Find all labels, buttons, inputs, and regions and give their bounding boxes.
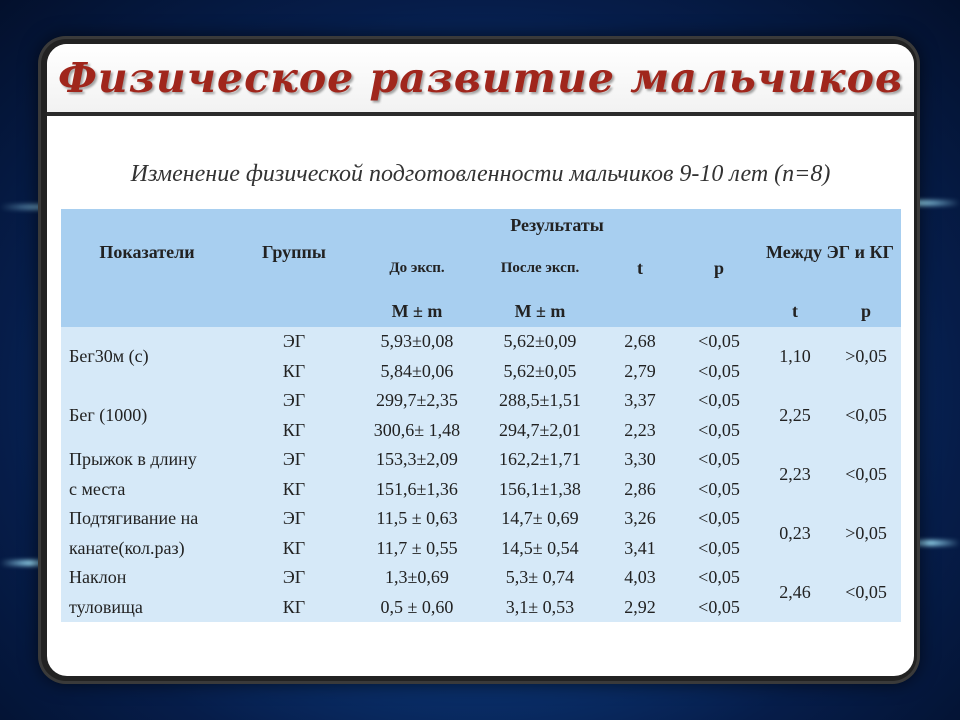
p-cell: <0,05 [679, 445, 759, 475]
header-after: После эксп. [479, 241, 601, 295]
before-cell: 151,6±1,36 [355, 475, 479, 505]
header-results: Результаты [355, 209, 759, 241]
after-cell: 156,1±1,38 [479, 475, 601, 505]
between-t-cell: 2,23 [759, 445, 831, 504]
after-cell: 162,2±1,71 [479, 445, 601, 475]
table-row [61, 504, 901, 534]
t-cell: 2,68 [601, 327, 679, 357]
title-bar [47, 44, 914, 116]
before-cell: 1,3±0,69 [355, 563, 479, 593]
table-caption: Изменение физической подготовленности мальчиков 9-10 лет (n=8) [130, 161, 831, 187]
p-cell: <0,05 [679, 357, 759, 387]
header-blank-1 [61, 295, 233, 327]
results-table [61, 209, 901, 622]
t-cell: 2,92 [601, 593, 679, 623]
indicator-name-line-1: Подтягивание на [61, 504, 233, 534]
between-t-cell: 0,23 [759, 504, 831, 563]
slide-panel [47, 44, 914, 676]
before-cell: 5,93±0,08 [355, 327, 479, 357]
group-cell: ЭГ [233, 563, 355, 593]
header-before: До эксп. [355, 241, 479, 295]
p-cell: <0,05 [679, 534, 759, 564]
t-cell: 3,30 [601, 445, 679, 475]
header-p: p [679, 241, 759, 295]
t-cell: 3,26 [601, 504, 679, 534]
indicator-name-line-2: канате(кол.раз) [61, 534, 233, 564]
t-cell: 2,86 [601, 475, 679, 505]
group-cell: КГ [233, 475, 355, 505]
indicator-name: Бег30м (с) [61, 327, 233, 386]
header-m-m-before: M ± m [355, 295, 479, 327]
group-cell: КГ [233, 593, 355, 623]
t-cell: 2,23 [601, 416, 679, 446]
table-row [61, 445, 901, 475]
between-p-cell: >0,05 [831, 327, 901, 386]
indicator-name-line-2: с места [61, 475, 233, 505]
between-p-cell: <0,05 [831, 563, 901, 622]
table-row [61, 327, 901, 357]
group-cell: ЭГ [233, 327, 355, 357]
after-cell: 288,5±1,51 [479, 386, 601, 416]
between-t-cell: 1,10 [759, 327, 831, 386]
after-cell: 3,1± 0,53 [479, 593, 601, 623]
header-t: t [601, 241, 679, 295]
header-between-groups: Между ЭГ и КГ [759, 209, 901, 295]
header-blank-4 [679, 295, 759, 327]
group-cell: КГ [233, 357, 355, 387]
header-blank-2 [233, 295, 355, 327]
table-row [61, 386, 901, 416]
p-cell: <0,05 [679, 475, 759, 505]
before-cell: 153,3±2,09 [355, 445, 479, 475]
p-cell: <0,05 [679, 563, 759, 593]
between-t-cell: 2,25 [759, 386, 831, 445]
before-cell: 11,5 ± 0,63 [355, 504, 479, 534]
after-cell: 5,62±0,09 [479, 327, 601, 357]
t-cell: 4,03 [601, 563, 679, 593]
after-cell: 294,7±2,01 [479, 416, 601, 446]
between-t-cell: 2,46 [759, 563, 831, 622]
header-indicators: Показатели [61, 209, 233, 295]
p-cell: <0,05 [679, 416, 759, 446]
t-cell: 3,41 [601, 534, 679, 564]
t-cell: 2,79 [601, 357, 679, 387]
group-cell: ЭГ [233, 445, 355, 475]
after-cell: 5,62±0,05 [479, 357, 601, 387]
group-cell: ЭГ [233, 504, 355, 534]
header-m-m-after: M ± m [479, 295, 601, 327]
indicator-name-line-1: Прыжок в длину [61, 445, 233, 475]
before-cell: 0,5 ± 0,60 [355, 593, 479, 623]
indicator-name-line-2: туловища [61, 593, 233, 623]
header-between-t: t [759, 295, 831, 327]
after-cell: 14,5± 0,54 [479, 534, 601, 564]
indicator-name-line-1: Наклон [61, 563, 233, 593]
p-cell: <0,05 [679, 386, 759, 416]
p-cell: <0,05 [679, 504, 759, 534]
between-p-cell: <0,05 [831, 386, 901, 445]
group-cell: КГ [233, 416, 355, 446]
header-groups: Группы [233, 209, 355, 295]
p-cell: <0,05 [679, 327, 759, 357]
between-p-cell: <0,05 [831, 445, 901, 504]
p-cell: <0,05 [679, 593, 759, 623]
page-title: Физическое развитие мальчиков [58, 54, 903, 102]
table-row [61, 563, 901, 593]
group-cell: КГ [233, 534, 355, 564]
between-p-cell: >0,05 [831, 504, 901, 563]
after-cell: 5,3± 0,74 [479, 563, 601, 593]
after-cell: 14,7± 0,69 [479, 504, 601, 534]
t-cell: 3,37 [601, 386, 679, 416]
before-cell: 300,6± 1,48 [355, 416, 479, 446]
group-cell: ЭГ [233, 386, 355, 416]
header-between-p: p [831, 295, 901, 327]
before-cell: 5,84±0,06 [355, 357, 479, 387]
before-cell: 11,7 ± 0,55 [355, 534, 479, 564]
header-blank-3 [601, 295, 679, 327]
indicator-name: Бег (1000) [61, 386, 233, 445]
before-cell: 299,7±2,35 [355, 386, 479, 416]
